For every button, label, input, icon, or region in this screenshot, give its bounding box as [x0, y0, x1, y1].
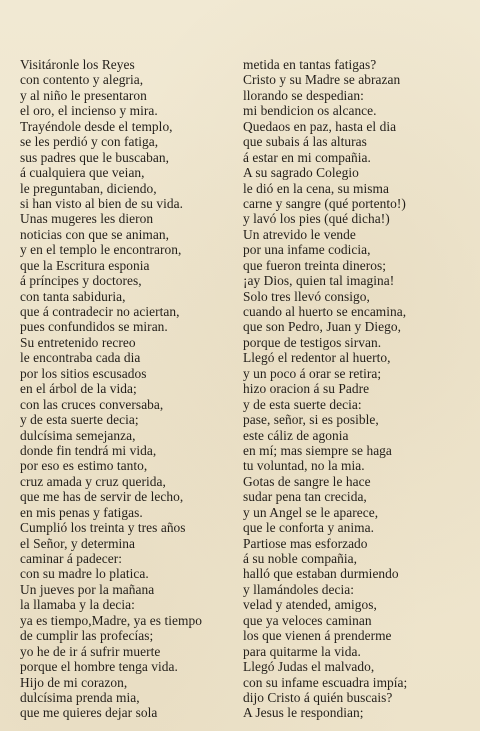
- verse-line: cuando al huerto se encamina,: [243, 304, 407, 319]
- verse-line: se les perdió y con fatiga,: [20, 134, 159, 150]
- verse-line: y llamándoles decia:: [243, 581, 355, 597]
- verse-line: y un poco á orar se retira;: [243, 365, 382, 381]
- verse-line: á estar en mi compañia.: [243, 149, 371, 165]
- verse-line: que á contradecir no aciertan,: [20, 304, 180, 319]
- verse-line: ¡ay Dios, quien tal imagina!: [243, 273, 395, 289]
- verse-line: Partiose mas esforzado: [243, 535, 368, 551]
- verse-line: porque el hombre tenga vida.: [20, 659, 178, 675]
- verse-line: le preguntaban, diciendo,: [20, 180, 157, 196]
- verse-line: en el árbol de la vida;: [20, 381, 137, 397]
- verse-line: Cumplió los treinta y tres años: [20, 520, 186, 536]
- verse-line: mi bendicion os alcance.: [243, 103, 377, 119]
- verse-line: con las cruces conversaba,: [20, 396, 164, 412]
- verse-line: Cristo y su Madre se abrazan: [243, 72, 401, 88]
- verse-line: dulcísima semejanza,: [20, 427, 136, 443]
- verse-line: que fueron treinta dineros;: [243, 257, 387, 273]
- verse-line: halló que estaban durmiendo: [243, 566, 399, 582]
- verse-line: le encontraba cada dia: [20, 350, 141, 366]
- verse-line: con su madre lo platica.: [20, 566, 149, 582]
- verse-line: y de esta suerte decia;: [20, 412, 139, 428]
- verse-line: que la Escritura esponia: [20, 257, 150, 273]
- verse-line: de cumplir las profecías;: [20, 628, 154, 644]
- verse-line: dijo Cristo á quién buscais?: [243, 689, 393, 705]
- verse-line: Su entretenido recreo: [20, 334, 136, 350]
- verse-line: Unas mugeres les dieron: [20, 211, 154, 227]
- verse-line: sudar pena tan crecida,: [243, 489, 367, 505]
- verse-line: Un jueves por la mañana: [20, 581, 155, 597]
- verse-line: Quedaos en paz, hasta el dia: [243, 118, 397, 134]
- right-column: [243, 57, 475, 721]
- left-column: [20, 57, 242, 721]
- verse-line: caminar á padecer:: [20, 551, 123, 566]
- verse-line: y en el templo le encontraron,: [20, 242, 182, 258]
- verse-line: el oro, el incienso y mira.: [20, 103, 158, 119]
- verse-line: á cualquiera que veian,: [20, 165, 145, 181]
- verse-line: dulcísima prenda mia,: [20, 689, 140, 705]
- verse-line: le dió en la cena, su misma: [243, 180, 389, 196]
- verse-line: hizo oracion á su Padre: [243, 381, 370, 397]
- verse-line: que son Pedro, Juan y Diego,: [243, 319, 401, 335]
- verse-line: ya es tiempo,Madre, ya es tiempo: [20, 612, 202, 628]
- verse-line: porque de testigos sirvan.: [243, 334, 382, 350]
- verse-line: sus padres que le buscaban,: [20, 149, 169, 165]
- verse-line: si han visto al bien de su vida.: [20, 195, 184, 211]
- verse-line: pase, señor, si es posible,: [243, 412, 379, 428]
- verse-line: Trayéndole desde el templo,: [20, 118, 173, 134]
- verse-line: y un Angel se le aparece,: [243, 504, 379, 520]
- verse-line: Llegó Judas el malvado,: [243, 659, 375, 675]
- verse-line: para quitarme la vida.: [243, 643, 361, 659]
- verse-line: Gotas de sangre le hace: [243, 473, 371, 489]
- verse-line: por eso es estimo tanto,: [20, 458, 148, 474]
- verse-line: á su noble compañia,: [243, 551, 358, 566]
- verse-line: Solo tres llevó consigo,: [243, 288, 370, 304]
- verse-line: noticias con que se animan,: [20, 226, 169, 242]
- verse-line: con tanta sabiduria,: [20, 288, 126, 304]
- verse-line: Hijo de mi corazon,: [20, 674, 128, 690]
- verse-line: y lavó los pies (qué dicha!): [243, 211, 390, 227]
- verse-line: llorando se despedian:: [243, 87, 364, 103]
- verse-line: Llegó el redentor al huerto,: [243, 350, 391, 366]
- verse-line: carne y sangre (qué portento!): [243, 195, 406, 211]
- verse-line: y de esta suerte decia:: [243, 396, 362, 412]
- verse-line: con contento y alegria,: [20, 72, 144, 88]
- verse-line: donde fin tendrá mi vida,: [20, 442, 157, 458]
- verse-line: y al niño le presentaron: [20, 87, 147, 103]
- verse-line: metida en tantas fatigas?: [243, 57, 377, 72]
- verse-line: este cáliz de agonia: [243, 427, 349, 443]
- verse-line: A su sagrado Colegio: [243, 165, 359, 181]
- verse-line: con su infame escuadra impía;: [243, 674, 408, 690]
- verse-line: que subais á las alturas: [243, 134, 367, 150]
- verse-line: á príncipes y doctores,: [20, 273, 142, 289]
- verse-line: por los sitios escusados: [20, 365, 147, 381]
- verse-line: por una infame codicia,: [243, 242, 371, 258]
- verse-line: pues confundidos se miran.: [20, 319, 168, 335]
- verse-line: que me quieres dejar sola: [20, 705, 158, 721]
- verse-line: que ya veloces caminan: [243, 612, 372, 628]
- verse-line: cruz amada y cruz querida,: [20, 473, 166, 489]
- verse-line: que me has de servir de lecho,: [20, 489, 184, 505]
- verse-line: Visitáronle los Reyes: [20, 57, 135, 72]
- verse-line: velad y atended, amigos,: [243, 597, 377, 613]
- verse-line: en mí; mas siempre se haga: [243, 442, 392, 458]
- verse-line: el Señor, y determina: [20, 535, 136, 551]
- verse-line: los que vienen á prenderme: [243, 628, 392, 644]
- verse-line: yo he de ir á sufrir muerte: [20, 643, 161, 659]
- verse-line: la llamaba y la decia:: [20, 597, 135, 613]
- verse-line: Un atrevido le vende: [243, 226, 356, 242]
- verse-line: que le conforta y anima.: [243, 520, 374, 536]
- verse-line: A Jesus le respondian;: [243, 705, 364, 721]
- verse-line: en mis penas y fatigas.: [20, 504, 143, 520]
- verse-line: tu voluntad, no la mia.: [243, 458, 365, 474]
